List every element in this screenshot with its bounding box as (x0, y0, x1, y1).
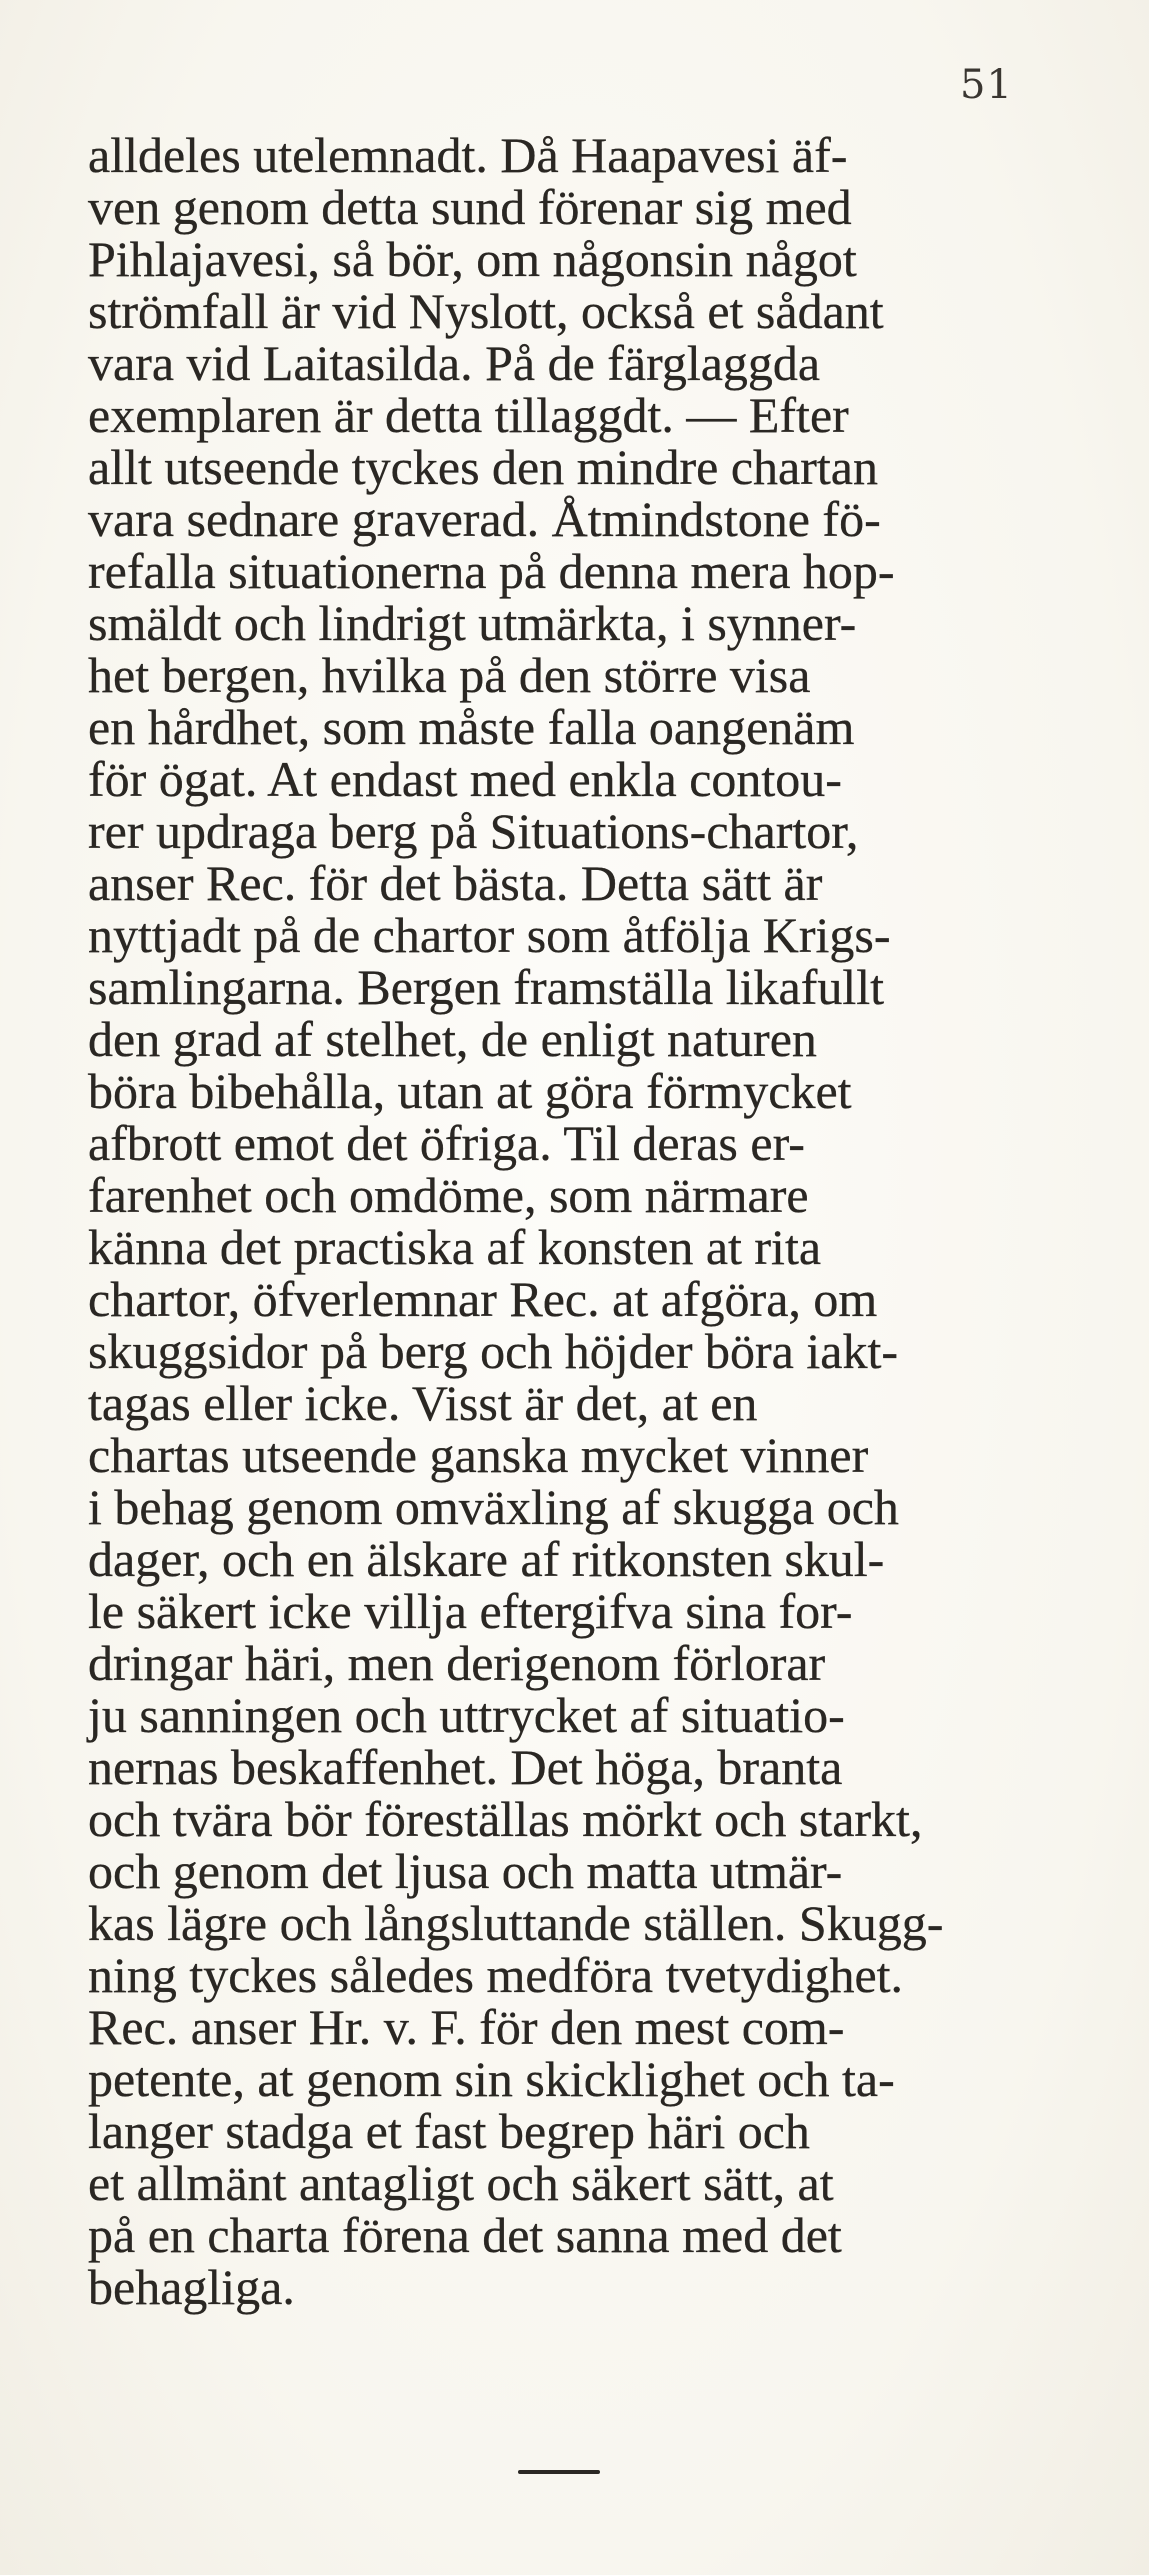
text-line: på en charta förena det sanna med det (88, 2207, 842, 2263)
text-line: et allmänt antagligt och säkert sätt, at (88, 2155, 834, 2211)
text-line: farenhet och omdöme, som närmare (88, 1167, 809, 1223)
text-line: nyttjadt på de chartor som åtfölja Krigs- (88, 907, 891, 963)
text-line: Rec. anser Hr. v. F. för den mest com- (88, 1999, 845, 2055)
text-line: anser Rec. för det bästa. Detta sätt är (88, 855, 823, 911)
text-line: langer stadga et fast begrep häri och (88, 2103, 810, 2159)
text-line: afbrott emot det öfriga. Til deras er- (88, 1115, 805, 1171)
text-line: le säkert icke villja eftergifva sina for- (88, 1583, 853, 1639)
text-line: ning tyckes således medföra tvetydighet. (88, 1947, 904, 2003)
text-line: chartas utseende ganska mycket vinner (88, 1427, 869, 1483)
text-line: strömfall är vid Nyslott, också et sådant (88, 283, 884, 339)
text-line: och tvära bör föreställas mörkt och starkt, (88, 1791, 923, 1847)
text-line: smäldt och lindrigt utmärkta, i synner- (88, 595, 857, 651)
text-line: ven genom detta sund förenar sig med (88, 179, 852, 235)
text-line: en hårdhet, som måste falla oangenäm (88, 699, 855, 755)
text-line: och genom det ljusa och matta utmär- (88, 1843, 843, 1899)
text-line: dringar häri, men derigenom förlorar (88, 1635, 826, 1691)
text-line: behagliga. (88, 2259, 295, 2315)
text-line: i behag genom omväxling af skugga och (88, 1479, 899, 1535)
text-line: Pihlajavesi, så bör, om någonsin något (88, 231, 857, 287)
text-line: ju sanningen och uttrycket af situatio- (88, 1687, 845, 1743)
text-line: nernas beskaffenhet. Det höga, branta (88, 1739, 843, 1795)
text-line: alldeles utelemnadt. Då Haapavesi äf- (88, 127, 848, 183)
text-line: allt utseende tyckes den mindre chartan (88, 439, 878, 495)
text-line: refalla situationerna på denna mera hop- (88, 543, 895, 599)
text-line: tagas eller icke. Visst är det, at en (88, 1375, 758, 1431)
text-line: skuggsidor på berg och höjder böra iakt- (88, 1323, 898, 1379)
section-end-rule (518, 2470, 600, 2474)
text-line: för ögat. At endast med enkla contou- (88, 751, 842, 807)
text-line: exemplaren är detta tillaggdt. — Efter (88, 387, 849, 443)
text-line: petente, at genom sin skicklighet och ta- (88, 2051, 895, 2107)
text-line: het bergen, hvilka på den större visa (88, 647, 811, 703)
text-line: samlingarna. Bergen framställa likafullt (88, 959, 885, 1015)
text-line: rer updraga berg på Situations-chartor, (88, 803, 859, 859)
text-line: dager, och en älskare af ritkonsten skul- (88, 1531, 885, 1587)
text-line: kas lägre och långsluttande ställen. Skugg- (88, 1895, 944, 1951)
text-line: vara vid Laitasilda. På de färglaggda (88, 335, 821, 391)
text-line: vara sednare graverad. Åtmindstone fö- (88, 491, 881, 547)
text-line: böra bibehålla, utan at göra förmycket (88, 1063, 852, 1119)
page-number: 51 (960, 62, 1013, 108)
text-line: känna det practiska af konsten at rita (88, 1219, 822, 1275)
text-line: den grad af stelhet, de enligt naturen (88, 1011, 817, 1067)
text-line: chartor, öfverlemnar Rec. at afgöra, om (88, 1271, 878, 1327)
